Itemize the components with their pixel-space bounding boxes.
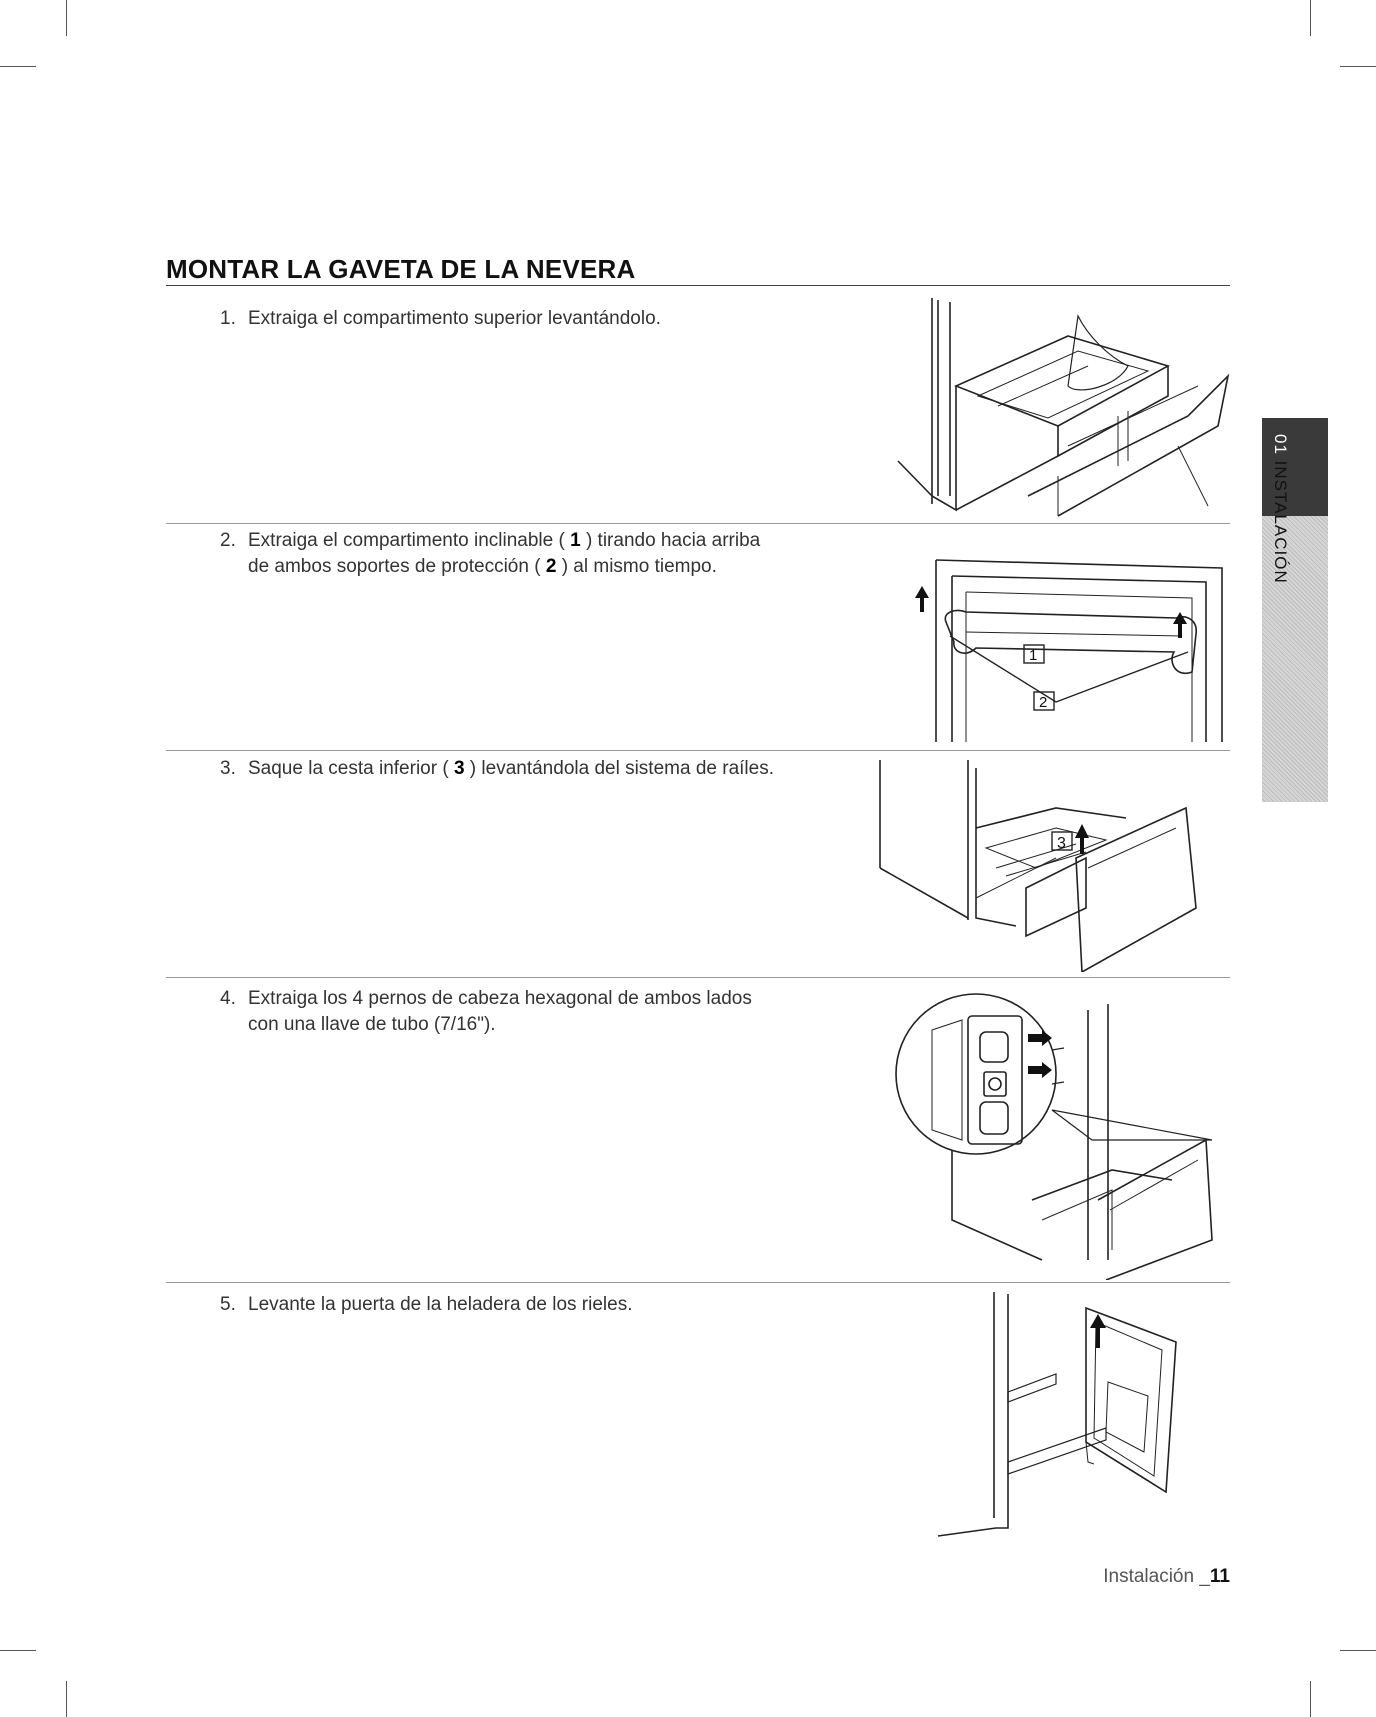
step-number: 1. [220, 308, 236, 329]
callout-3-label: 3 [1057, 835, 1066, 852]
step-number: 2. [220, 530, 236, 551]
page-number: 11 [1209, 1566, 1230, 1587]
step-separator [166, 750, 1230, 751]
step-3 [222, 756, 782, 782]
callout-1: 1 [570, 530, 581, 551]
section-side-tab [1262, 418, 1328, 802]
step-2 [222, 528, 782, 580]
step-number: 4. [220, 988, 236, 1009]
figure-remove-upper-drawer [878, 296, 1230, 520]
figure-lift-door-from-rails [936, 1292, 1182, 1538]
footer-section: Instalación _ [1103, 1566, 1210, 1587]
title-underline [166, 285, 1230, 286]
side-tab-number: 01 [1271, 434, 1290, 455]
step-separator [166, 1282, 1230, 1283]
step-number: 5. [220, 1294, 236, 1315]
step-text: Saque la cesta inferior ( 3 ) levantándola del sistema de raíles. [248, 758, 774, 779]
callout-2: 2 [545, 556, 557, 577]
crop-mark [1340, 66, 1376, 67]
page-title: MONTAR LA GAVETA DE LA NEVERA [166, 254, 636, 284]
crop-mark [1310, 0, 1311, 36]
side-tab-label [1270, 434, 1290, 584]
step-1 [222, 306, 782, 332]
callout-2-label: 2 [1039, 694, 1048, 711]
crop-mark [0, 1650, 36, 1651]
step-number: 3. [220, 758, 236, 779]
step-text: Extraiga el compartimento inclinable ( 1 ) tirando hacia arriba de ambos soportes de protección ( 2 ) al mismo tiempo. [248, 530, 761, 577]
step-separator [166, 977, 1230, 978]
callout-1-label: 1 [1029, 647, 1038, 664]
crop-mark [66, 1681, 67, 1717]
crop-mark [1340, 1650, 1376, 1651]
page-footer [1103, 1566, 1230, 1588]
figure-remove-hex-bolts [892, 990, 1222, 1280]
figure-remove-tilt-bin [906, 552, 1228, 744]
side-tab-text: INSTALACIÓN [1271, 460, 1290, 584]
step-5 [222, 1292, 782, 1318]
step-text: Extraiga el compartimento superior levantándolo. [248, 308, 661, 329]
callout-3: 3 [453, 758, 465, 779]
crop-mark [66, 0, 67, 36]
crop-mark [0, 66, 36, 67]
crop-mark [1310, 1681, 1311, 1717]
figure-remove-lower-basket [876, 758, 1198, 972]
step-text: Extraiga los 4 pernos de cabeza hexagonal de ambos lados con una llave de tubo (7/16"). [248, 988, 752, 1035]
step-text: Levante la puerta de la heladera de los rieles. [248, 1294, 633, 1315]
step-separator [166, 523, 1230, 524]
step-4 [222, 986, 782, 1038]
